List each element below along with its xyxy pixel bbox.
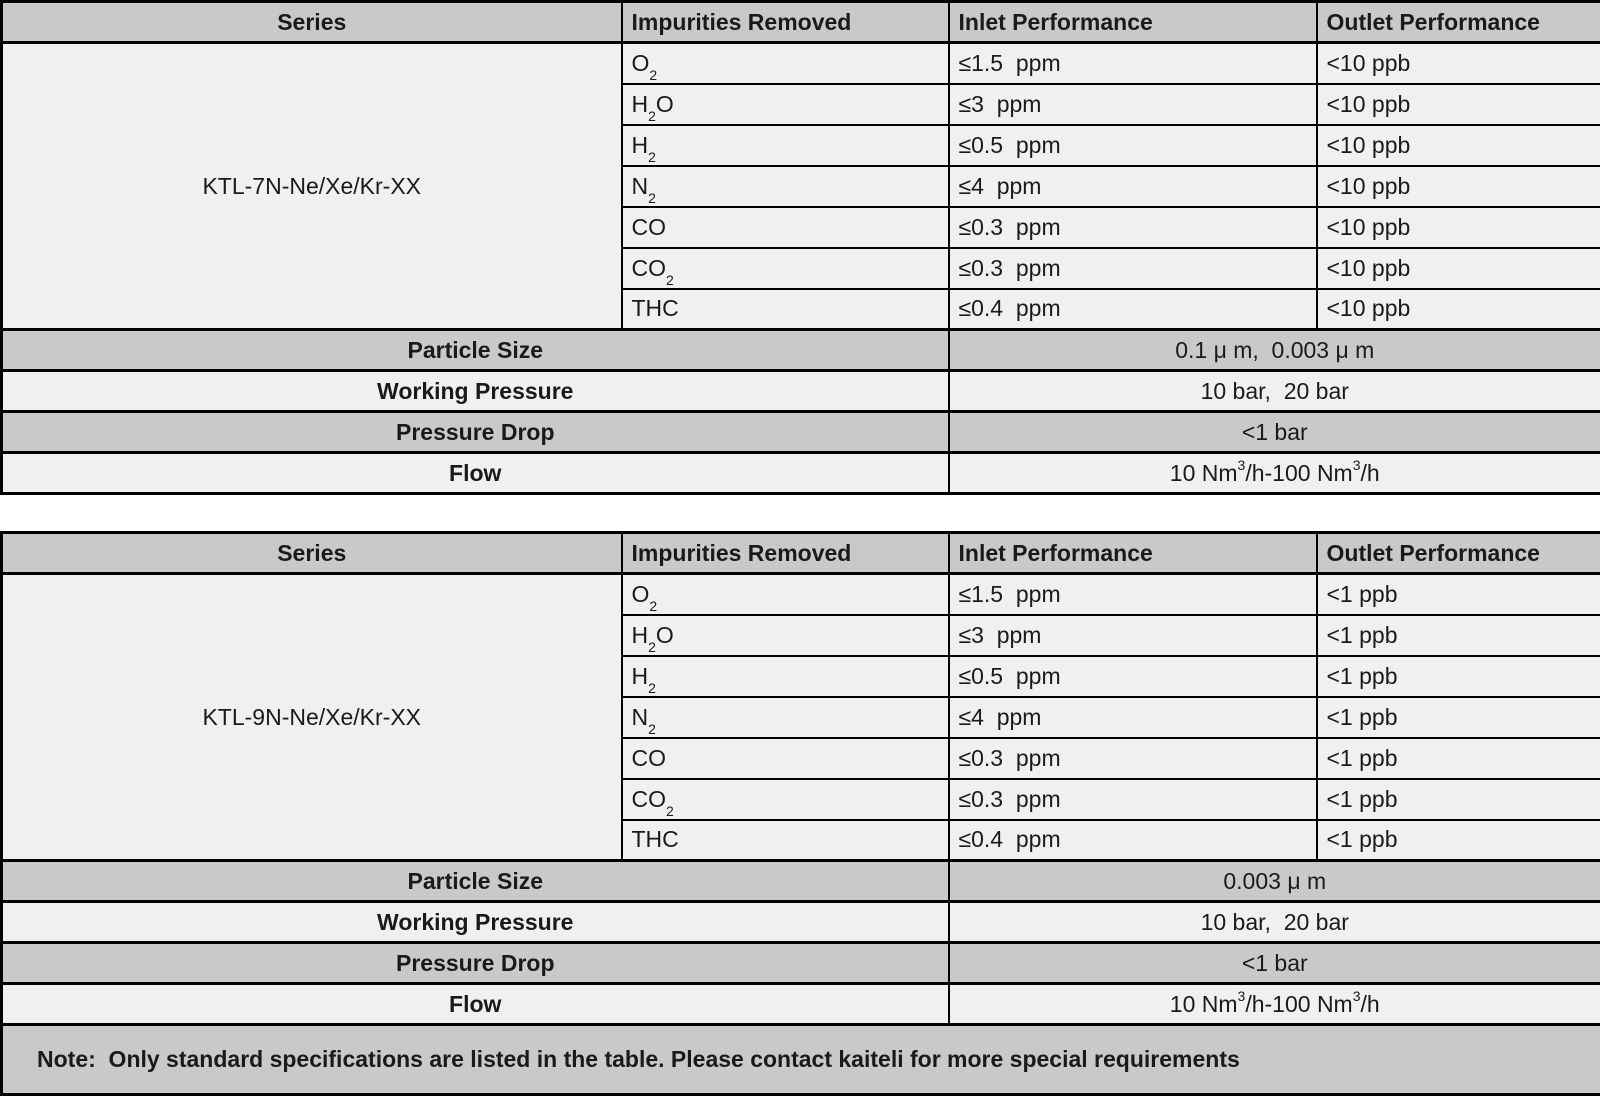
formula-subscript: 2 <box>649 67 657 83</box>
spec-table-ktl-9n <box>0 531 1600 1096</box>
pressure-drop-label: Pressure Drop <box>2 412 949 453</box>
formula-base: THC <box>632 826 679 852</box>
series-model-cell: KTL-7N-Ne/Xe/Kr-XX <box>2 43 622 330</box>
header-cell-series: Series <box>2 533 622 574</box>
formula-subscript: 2 <box>648 190 656 206</box>
impurity-cell <box>622 820 949 861</box>
pressure-drop-row <box>2 412 1600 453</box>
inlet-value-cell: ≤0.3 ppm <box>949 248 1317 289</box>
flow-row <box>2 453 1600 494</box>
spec-table-ktl-7n <box>0 0 1600 495</box>
working-pressure-row <box>2 371 1600 412</box>
particle-size-row <box>2 330 1600 371</box>
outlet-value-cell: <10 ppb <box>1317 248 1600 289</box>
flow-value-part: /h-100 Nm <box>1245 460 1352 486</box>
inlet-value-cell: ≤1.5 ppm <box>949 574 1317 615</box>
impurity-cell <box>622 738 949 779</box>
inlet-value-cell: ≤0.4 ppm <box>949 289 1317 330</box>
formula-base: H <box>632 663 649 689</box>
working-pressure-row <box>2 902 1600 943</box>
outlet-value-cell: <10 ppb <box>1317 207 1600 248</box>
header-row <box>2 533 1600 574</box>
impurity-cell <box>622 166 949 207</box>
pressure-drop-label: Pressure Drop <box>2 943 949 984</box>
particle-size-label: Particle Size <box>2 861 949 902</box>
header-cell-outlet: Outlet Performance <box>1317 2 1600 43</box>
inlet-value-cell: ≤0.5 ppm <box>949 125 1317 166</box>
inlet-value-cell: ≤4 ppm <box>949 166 1317 207</box>
outlet-value-cell: <10 ppb <box>1317 289 1600 330</box>
header-cell-impurities: Impurities Removed <box>622 533 949 574</box>
impurity-cell <box>622 43 949 84</box>
header-cell-inlet: Inlet Performance <box>949 2 1317 43</box>
flow-value-part: /h <box>1361 991 1380 1017</box>
flow-superscript: 3 <box>1238 988 1246 1004</box>
outlet-value-cell: <10 ppb <box>1317 166 1600 207</box>
impurity-cell <box>622 697 949 738</box>
formula-base: THC <box>632 295 679 321</box>
outlet-value-cell: <1 ppb <box>1317 615 1600 656</box>
formula-subscript: 2 <box>648 639 656 655</box>
inlet-value-cell: ≤4 ppm <box>949 697 1317 738</box>
formula-base: CO <box>632 214 667 240</box>
note-row <box>2 1025 1600 1095</box>
formula-subscript: 2 <box>648 680 656 696</box>
flow-value-part: 10 Nm <box>1170 991 1238 1017</box>
flow-value-part: 10 Nm <box>1170 460 1238 486</box>
flow-value-part: /h <box>1361 460 1380 486</box>
impurity-cell <box>622 207 949 248</box>
formula-base: H <box>632 622 649 648</box>
formula-subscript: 2 <box>649 598 657 614</box>
formula-subscript: 2 <box>648 721 656 737</box>
table-row <box>2 43 1600 84</box>
particle-size-row <box>2 861 1600 902</box>
header-cell-impurities: Impurities Removed <box>622 2 949 43</box>
outlet-value-cell: <1 ppb <box>1317 738 1600 779</box>
pressure-drop-value: <1 bar <box>949 943 1600 984</box>
formula-base: O <box>632 50 650 76</box>
formula-post: O <box>656 91 674 117</box>
pressure-drop-row <box>2 943 1600 984</box>
flow-label: Flow <box>2 984 949 1025</box>
particle-size-value: 0.1 μ m, 0.003 μ m <box>949 330 1600 371</box>
inlet-value-cell: ≤1.5 ppm <box>949 43 1317 84</box>
impurity-cell <box>622 125 949 166</box>
flow-value <box>949 984 1600 1025</box>
note-text: Note: Only standard specifications are listed in the table. Please contact kaiteli for more special requirements <box>2 1025 1600 1095</box>
outlet-value-cell: <1 ppb <box>1317 820 1600 861</box>
flow-superscript: 3 <box>1238 457 1246 473</box>
formula-base: N <box>632 704 649 730</box>
pressure-drop-value: <1 bar <box>949 412 1600 453</box>
impurity-cell <box>622 656 949 697</box>
impurity-cell <box>622 84 949 125</box>
outlet-value-cell: <1 ppb <box>1317 697 1600 738</box>
impurity-cell <box>622 289 949 330</box>
formula-base: CO <box>632 786 667 812</box>
formula-base: H <box>632 132 649 158</box>
inlet-value-cell: ≤3 ppm <box>949 84 1317 125</box>
inlet-value-cell: ≤0.3 ppm <box>949 738 1317 779</box>
header-row <box>2 2 1600 43</box>
formula-subscript: 2 <box>648 149 656 165</box>
inlet-value-cell: ≤0.3 ppm <box>949 779 1317 820</box>
formula-base: H <box>632 91 649 117</box>
formula-post: O <box>656 622 674 648</box>
formula-base: O <box>632 581 650 607</box>
outlet-value-cell: <10 ppb <box>1317 43 1600 84</box>
impurity-cell <box>622 248 949 289</box>
flow-value <box>949 453 1600 494</box>
header-cell-inlet: Inlet Performance <box>949 533 1317 574</box>
inlet-value-cell: ≤3 ppm <box>949 615 1317 656</box>
flow-row <box>2 984 1600 1025</box>
outlet-value-cell: <1 ppb <box>1317 574 1600 615</box>
header-cell-series: Series <box>2 2 622 43</box>
formula-subscript: 2 <box>666 272 674 288</box>
series-model-cell: KTL-9N-Ne/Xe/Kr-XX <box>2 574 622 861</box>
working-pressure-value: 10 bar, 20 bar <box>949 371 1600 412</box>
formula-subscript: 2 <box>666 803 674 819</box>
working-pressure-value: 10 bar, 20 bar <box>949 902 1600 943</box>
working-pressure-label: Working Pressure <box>2 371 949 412</box>
particle-size-label: Particle Size <box>2 330 949 371</box>
inlet-value-cell: ≤0.5 ppm <box>949 656 1317 697</box>
formula-base: CO <box>632 255 667 281</box>
outlet-value-cell: <1 ppb <box>1317 779 1600 820</box>
formula-subscript: 2 <box>648 108 656 124</box>
flow-superscript: 3 <box>1353 988 1361 1004</box>
inlet-value-cell: ≤0.3 ppm <box>949 207 1317 248</box>
particle-size-value: 0.003 μ m <box>949 861 1600 902</box>
inlet-value-cell: ≤0.4 ppm <box>949 820 1317 861</box>
table-row <box>2 574 1600 615</box>
working-pressure-label: Working Pressure <box>2 902 949 943</box>
impurity-cell <box>622 779 949 820</box>
impurity-cell <box>622 615 949 656</box>
flow-value-part: /h-100 Nm <box>1245 991 1352 1017</box>
outlet-value-cell: <10 ppb <box>1317 125 1600 166</box>
formula-base: N <box>632 173 649 199</box>
header-cell-outlet: Outlet Performance <box>1317 533 1600 574</box>
impurity-cell <box>622 574 949 615</box>
outlet-value-cell: <1 ppb <box>1317 656 1600 697</box>
flow-label: Flow <box>2 453 949 494</box>
formula-base: CO <box>632 745 667 771</box>
outlet-value-cell: <10 ppb <box>1317 84 1600 125</box>
flow-superscript: 3 <box>1353 457 1361 473</box>
